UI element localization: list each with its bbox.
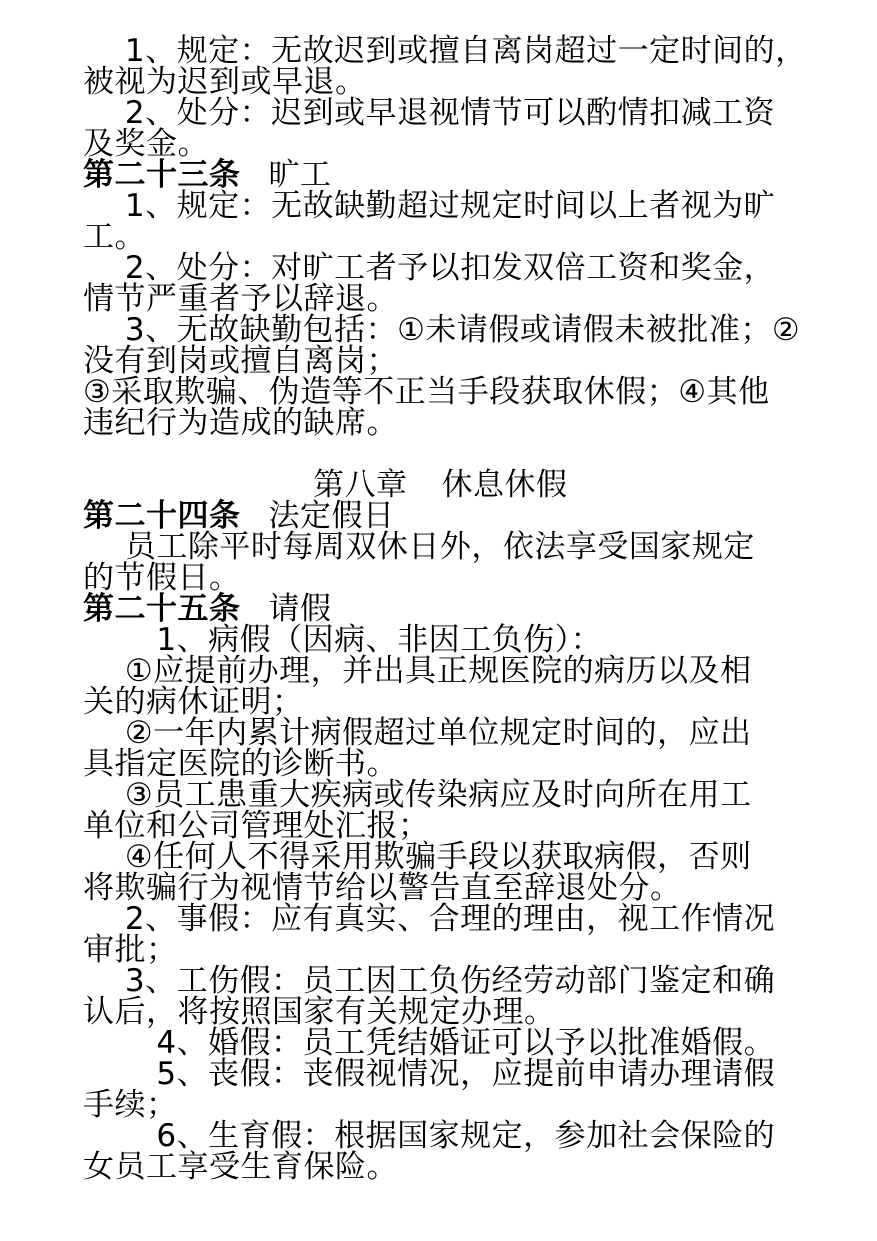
text-line: 单位和公司管理处汇报； <box>83 808 430 844</box>
chapter-number: 第八章 <box>313 467 408 503</box>
text-line: 审批； <box>83 932 178 968</box>
text-line: 1、病假（因病、非因工负伤）： <box>83 622 603 658</box>
text-line: 工。 <box>83 219 146 255</box>
article-heading <box>83 498 823 534</box>
text-line: 5、丧假：丧假视情况，应提前申请办理请假 <box>83 1056 776 1092</box>
text-line: 2、事假：应有真实、合理的理由，视工作情况 <box>83 901 776 937</box>
text-line: ④任何人不得采用欺骗手段以获取病假，否则 <box>83 839 752 875</box>
text-line: 2、处分：对旷工者予以扣发双倍工资和奖金， <box>83 250 776 286</box>
text-line: 2、处分：迟到或早退视情节可以酌情扣减工资 <box>83 95 776 131</box>
text-line: 3、工伤假：员工因工负伤经劳动部门鉴定和确 <box>83 963 776 999</box>
text-line: 6、生育假：根据国家规定，参加社会保险的 <box>83 1118 776 1154</box>
text-line: 认后，将按照国家有关规定办理。 <box>83 994 556 1030</box>
text-line: 1、规定：无故缺勤超过规定时间以上者视为旷 <box>83 188 776 224</box>
text-line: 具指定医院的诊断书。 <box>83 746 398 782</box>
text-line: ②一年内累计病假超过单位规定时间的，应出 <box>83 715 752 751</box>
text-line: 被视为迟到或早退。 <box>83 64 367 100</box>
text-line: 违纪行为造成的缺席。 <box>83 405 398 441</box>
text-line: 员工除平时每周双休日外，依法享受国家规定 <box>83 529 755 565</box>
text-line: ③员工患重大疾病或传染病应及时向所在用工 <box>83 777 752 813</box>
text-line: 3、无故缺勤包括：①未请假或请假未被批准；② <box>83 312 801 348</box>
text-line: 将欺骗行为视情节给以警告直至辞退处分。 <box>83 870 682 906</box>
article-title: 请假 <box>268 591 332 627</box>
text-line: 1、规定：无故迟到或擅自离岗超过一定时间的， <box>83 33 807 69</box>
text-line: 关的病休证明； <box>83 684 304 720</box>
text-line: 的节假日。 <box>83 560 241 596</box>
text-line: ①应提前办理，并出具正规医院的病历以及相 <box>83 653 752 689</box>
article-heading <box>83 591 823 627</box>
article-heading <box>83 157 823 193</box>
text-line: 女员工享受生育保险。 <box>83 1149 398 1185</box>
text-line: 情节严重者予以辞退。 <box>83 281 398 317</box>
article-number: 第二十五条 <box>83 591 241 627</box>
article-title: 法定假日 <box>268 498 395 534</box>
blank-line <box>83 439 823 470</box>
article-title: 旷工 <box>268 157 332 193</box>
text-line: 没有到岗或擅自离岗； <box>83 343 398 379</box>
chapter-heading <box>83 467 823 503</box>
chapter-title: 休息休假 <box>441 467 568 503</box>
article-number: 第二十四条 <box>83 498 241 534</box>
document-page <box>83 33 823 1185</box>
text-line: 4、婚假：员工凭结婚证可以予以批准婚假。 <box>83 1025 776 1061</box>
text-line: ③采取欺骗、伪造等不正当手段获取休假；④其他 <box>83 374 770 410</box>
text-line: 及奖金。 <box>83 126 209 162</box>
article-number: 第二十三条 <box>83 157 241 193</box>
text-line: 手续； <box>83 1087 178 1123</box>
